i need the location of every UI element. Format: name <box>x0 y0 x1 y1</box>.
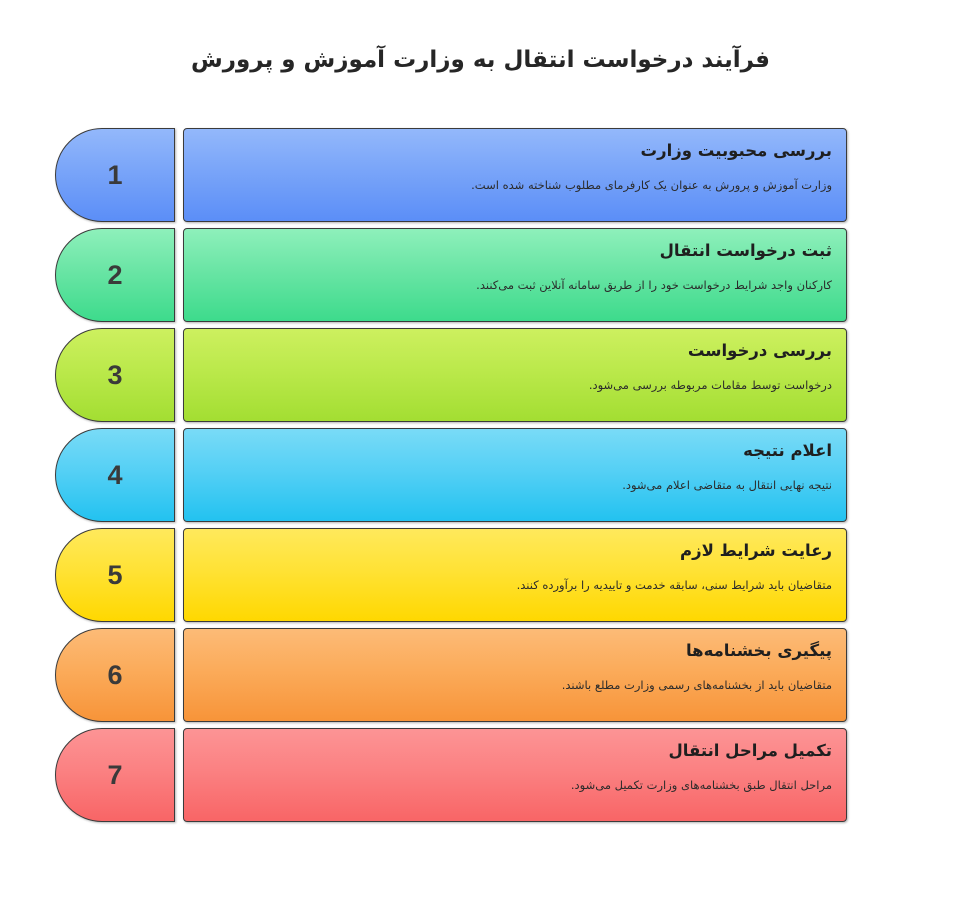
step-content-7 <box>183 728 847 822</box>
step-number-badge-3 <box>55 328 175 422</box>
step-heading-2: ثبت درخواست انتقال <box>659 241 832 260</box>
process-step-7[interactable] <box>55 728 847 822</box>
step-number-badge-4 <box>55 428 175 522</box>
process-steps-list <box>55 128 847 828</box>
step-number-badge-6 <box>55 628 175 722</box>
process-step-4[interactable] <box>55 428 847 522</box>
step-number-badge-5 <box>55 528 175 622</box>
step-description-6: متقاضیان باید از بخشنامه‌های رسمی وزارت مطلع باشند. <box>561 678 832 693</box>
step-content-5 <box>183 528 847 622</box>
step-description-2: کارکنان واجد شرایط درخواست خود را از طریق سامانه آنلاین ثبت می‌کنند. <box>476 278 832 293</box>
step-heading-5: رعایت شرایط لازم <box>679 541 832 560</box>
step-number-7: 7 <box>107 759 123 790</box>
process-step-3[interactable] <box>55 328 847 422</box>
step-description-1: وزارت آموزش و پرورش به عنوان یک کارفرمای مطلوب شناخته شده است. <box>471 178 832 193</box>
step-number-badge-7 <box>55 728 175 822</box>
step-heading-7: تکمیل مراحل انتقال <box>668 741 832 760</box>
process-step-2[interactable] <box>55 228 847 322</box>
step-description-4: نتیجه نهایی انتقال به متقاضی اعلام می‌شود. <box>622 478 832 493</box>
step-number-2: 2 <box>107 259 123 290</box>
process-step-1[interactable] <box>55 128 847 222</box>
step-number-6: 6 <box>107 659 123 690</box>
step-description-3: درخواست توسط مقامات مربوطه بررسی می‌شود. <box>588 378 832 393</box>
step-number-5: 5 <box>107 559 123 590</box>
step-description-5: متقاضیان باید شرایط سنی، سابقه خدمت و تاییدیه را برآورده کنند. <box>516 578 832 593</box>
step-number-badge-1 <box>55 128 175 222</box>
step-number-badge-2 <box>55 228 175 322</box>
step-content-3 <box>183 328 847 422</box>
step-content-1 <box>183 128 847 222</box>
step-content-6 <box>183 628 847 722</box>
step-description-7: مراحل انتقال طبق بخشنامه‌های وزارت تکمیل می‌شود. <box>570 778 832 793</box>
step-number-4: 4 <box>107 459 123 490</box>
step-heading-3: بررسی درخواست <box>687 341 832 360</box>
process-step-5[interactable] <box>55 528 847 622</box>
step-content-4 <box>183 428 847 522</box>
step-content-2 <box>183 228 847 322</box>
step-heading-6: پیگیری بخشنامه‌ها <box>685 641 832 660</box>
step-heading-1: بررسی محبوبیت وزارت <box>640 141 832 160</box>
page-title-container <box>0 30 961 92</box>
step-number-3: 3 <box>107 359 123 390</box>
process-step-6[interactable] <box>55 628 847 722</box>
step-heading-4: اعلام نتیجه <box>743 441 832 460</box>
page-title: فرآیند درخواست انتقال به وزارت آموزش و پرورش <box>191 47 770 74</box>
step-number-1: 1 <box>107 159 123 190</box>
